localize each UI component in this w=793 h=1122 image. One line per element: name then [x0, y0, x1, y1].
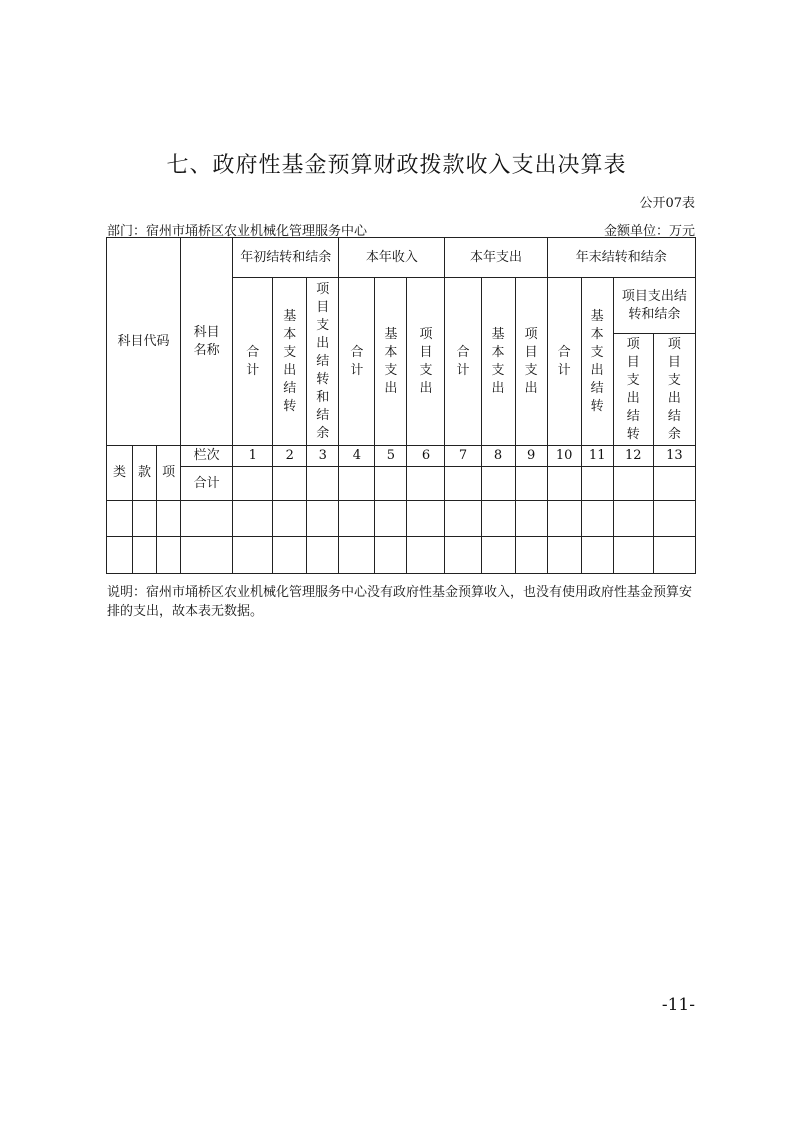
header-group-begin: 年初结转和结余 — [233, 238, 339, 278]
page-title: 七、政府性基金预算财政拨款收入支出决算表 — [166, 153, 627, 178]
column-number: 12 — [613, 446, 653, 467]
column-number: 5 — [375, 446, 407, 467]
table-cell — [613, 467, 653, 501]
form-code: 公开07表 — [639, 196, 695, 211]
table-cell — [233, 467, 273, 501]
header-begin-subtotal: 合计 — [233, 278, 273, 446]
header-income-project: 项目支出 — [407, 278, 445, 446]
table-cell — [515, 467, 547, 501]
table-cell — [273, 467, 307, 501]
column-number: 6 — [407, 446, 445, 467]
table-cell — [375, 467, 407, 501]
table-note: 说明：宿州市埇桥区农业机械化管理服务中心没有政府性基金预算收入，也没有使用政府性基金预算安排的支出，故本表无数据。 — [107, 585, 693, 619]
table-cell — [407, 467, 445, 501]
header-subject-name: 科目名称 — [181, 238, 233, 446]
column-number: 3 — [307, 446, 339, 467]
table-row — [107, 501, 696, 537]
header-end-basic-carry: 基本支出结转 — [581, 278, 613, 446]
unit-label: 金额单位：万元 — [603, 224, 695, 239]
header-group-expense: 本年支出 — [445, 238, 547, 278]
header-end-project-surplus: 项目支出结余 — [653, 334, 695, 446]
column-number: 1 — [233, 446, 273, 467]
department-label: 部门：宿州市埇桥区农业机械化管理服务中心 — [107, 224, 368, 239]
header-begin-project-carry: 项目支出结转和结余 — [307, 278, 339, 446]
column-number: 2 — [273, 446, 307, 467]
header-group-income: 本年收入 — [339, 238, 445, 278]
column-number: 8 — [481, 446, 515, 467]
header-subject-code: 科目代码 — [107, 238, 181, 446]
header-income-subtotal: 合计 — [339, 278, 375, 446]
table-cell — [339, 467, 375, 501]
row-label-total: 合计 — [181, 467, 233, 501]
header-income-basic: 基本支出 — [375, 278, 407, 446]
table-cell — [307, 467, 339, 501]
column-number: 10 — [547, 446, 581, 467]
fund-budget-table — [106, 237, 696, 574]
column-number: 13 — [653, 446, 695, 467]
header-begin-basic-carry: 基本支出结转 — [273, 278, 307, 446]
column-number: 4 — [339, 446, 375, 467]
header-end-subtotal: 合计 — [547, 278, 581, 446]
table-cell — [581, 467, 613, 501]
table-cell — [653, 467, 695, 501]
header-expense-subtotal: 合计 — [445, 278, 481, 446]
row-label-xiang: 项 — [157, 446, 181, 501]
table-cell — [481, 467, 515, 501]
header-end-project-group: 项目支出结转和结余 — [613, 278, 695, 334]
table-cell — [547, 467, 581, 501]
column-number: 7 — [445, 446, 481, 467]
header-expense-basic: 基本支出 — [481, 278, 515, 446]
row-label-column-no: 栏次 — [181, 446, 233, 467]
header-group-end: 年末结转和结余 — [547, 238, 695, 278]
table-row — [107, 537, 696, 574]
header-expense-project: 项目支出 — [515, 278, 547, 446]
header-end-project-carry: 项目支出结转 — [613, 334, 653, 446]
table-cell — [445, 467, 481, 501]
page-number: -11- — [661, 995, 695, 1015]
column-number: 9 — [515, 446, 547, 467]
column-number: 11 — [581, 446, 613, 467]
row-label-kuan: 款 — [133, 446, 157, 501]
row-label-lei: 类 — [107, 446, 133, 501]
